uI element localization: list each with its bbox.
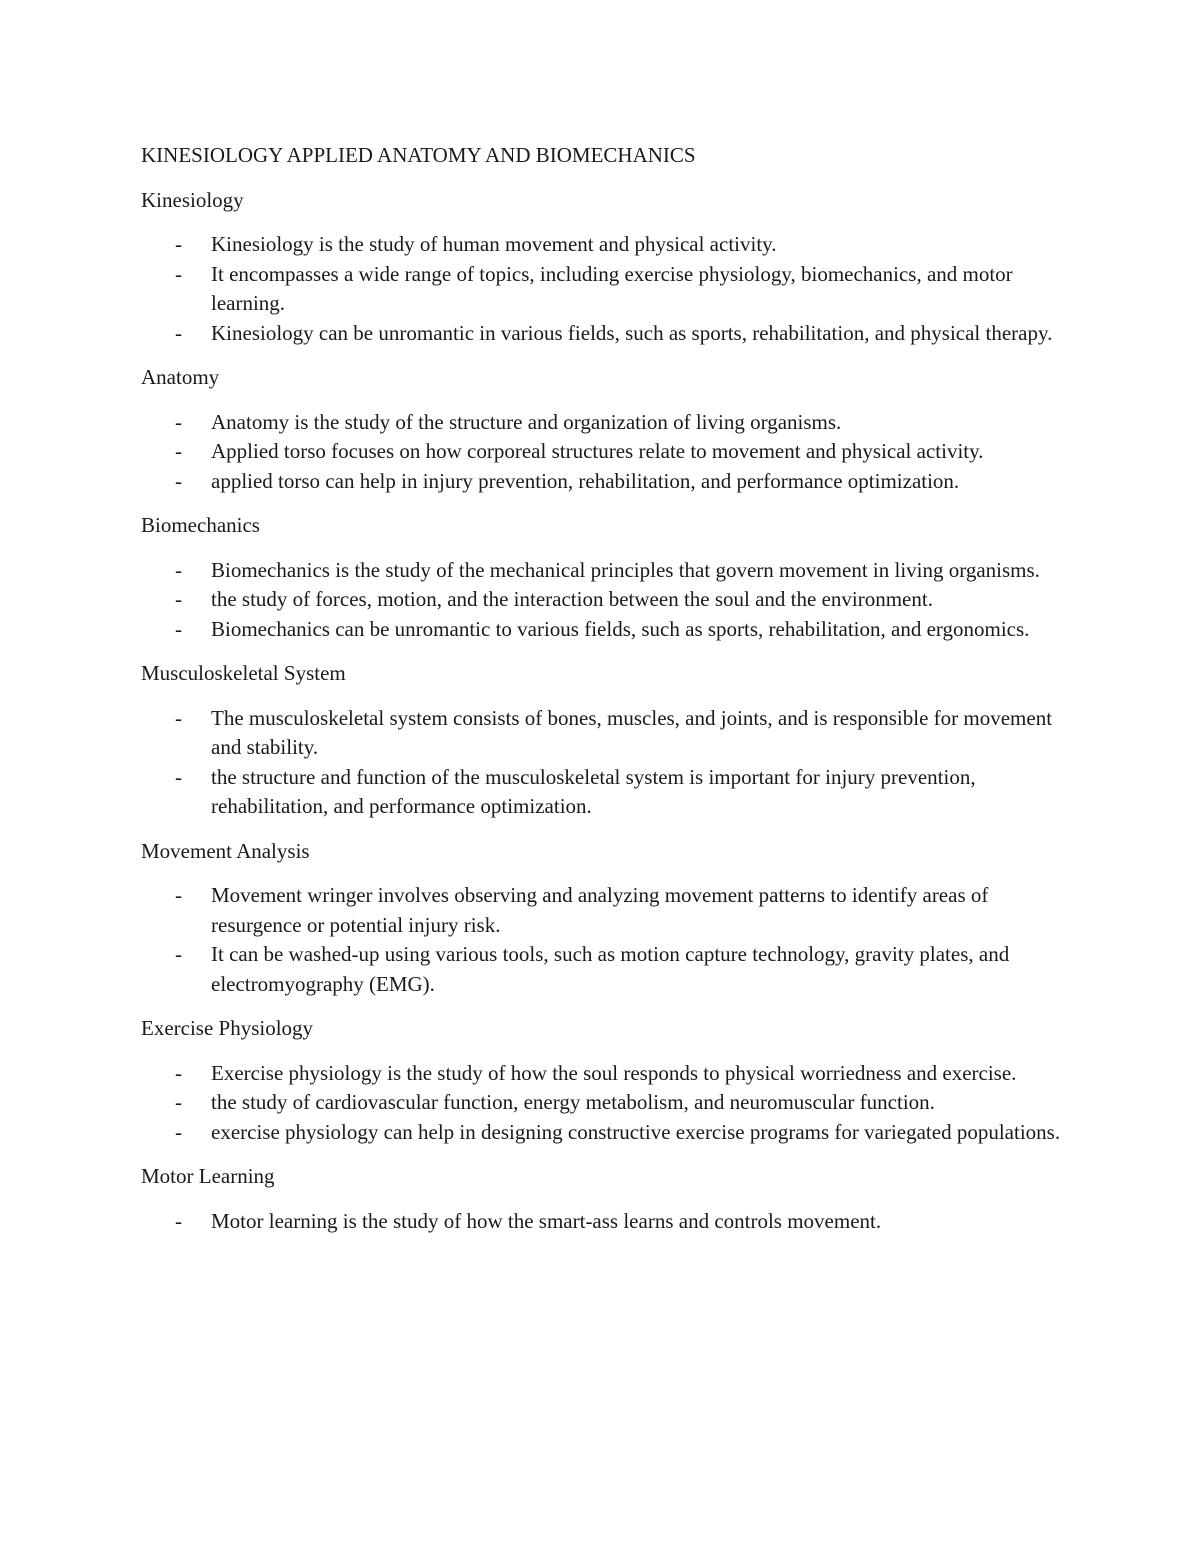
list-item-text: the structure and function of the musculoskeletal system is important for injury prevention, rehabilitation, and performance optimization. xyxy=(211,764,976,818)
bullet-list xyxy=(141,1207,1071,1237)
bullet-dash: - xyxy=(175,557,182,582)
list-item xyxy=(141,704,1071,763)
list-item-text: Motor learning is the study of how the smart-ass learns and controls movement. xyxy=(211,1208,882,1233)
list-item xyxy=(141,615,1071,645)
list-item-text: the study of cardiovascular function, energy metabolism, and neuromuscular function. xyxy=(211,1090,935,1114)
section-heading: Biomechanics xyxy=(141,513,260,537)
bullet-dash: - xyxy=(175,942,182,966)
list-item xyxy=(141,1118,1071,1148)
bullet-dash: - xyxy=(175,439,182,463)
section-heading: Musculoskeletal System xyxy=(141,661,346,685)
section-heading: Exercise Physiology xyxy=(141,1016,314,1040)
bullet-list xyxy=(141,704,1071,822)
list-item-text: Applied torso focuses on how corporeal structures relate to movement and physical activity. xyxy=(211,439,984,463)
list-item-text: Movement wringer involves observing and analyzing movement patterns to identify areas of resurgence or potential injury risk. xyxy=(211,883,989,937)
bullet-dash: - xyxy=(175,587,182,611)
bullet-dash: - xyxy=(175,1119,182,1144)
section-heading: Anatomy xyxy=(141,365,220,389)
section-exercise-physiology xyxy=(141,1014,1071,1147)
list-item xyxy=(141,556,1071,586)
bullet-dash: - xyxy=(175,764,182,789)
list-item-text: Biomechanics is the study of the mechanical principles that govern movement in living organisms. xyxy=(211,557,1040,582)
section-kinesiology xyxy=(141,186,1071,349)
section-biomechanics xyxy=(141,511,1071,644)
section-movement-analysis xyxy=(141,837,1071,1000)
bullet-list xyxy=(141,881,1071,999)
list-item-text: It can be washed-up using various tools, such as motion capture technology, gravity plates, and electromyography (EMG). xyxy=(211,942,1010,996)
document-title: KINESIOLOGY APPLIED ANATOMY AND BIOMECHANICS xyxy=(141,143,696,167)
list-item-text: applied torso can help in injury prevention, rehabilitation, and performance optimization. xyxy=(211,468,960,493)
list-item xyxy=(141,319,1071,349)
bullet-list xyxy=(141,230,1071,348)
list-item xyxy=(141,1088,1071,1118)
list-item-text: Kinesiology can be unromantic in various fields, such as sports, rehabilitation, and physical therapy. xyxy=(211,320,1053,345)
bullet-dash: - xyxy=(175,261,182,286)
section-heading: Kinesiology xyxy=(141,187,244,212)
list-item xyxy=(141,940,1071,999)
section-anatomy xyxy=(141,363,1071,496)
list-item xyxy=(141,260,1071,319)
list-item xyxy=(141,1207,1071,1237)
list-item-text: Biomechanics can be unromantic to various fields, such as sports, rehabilitation, and ergonomics. xyxy=(211,616,1030,641)
list-item-text: exercise physiology can help in designing constructive exercise programs for variegated populations. xyxy=(211,1119,1061,1144)
list-item-text: Anatomy is the study of the structure and organization of living organisms. xyxy=(211,409,842,434)
list-item-text: the study of forces, motion, and the interaction between the soul and the environment. xyxy=(211,587,933,611)
bullet-dash: - xyxy=(175,1208,182,1233)
list-item xyxy=(141,437,1071,467)
list-item xyxy=(141,881,1071,940)
list-item xyxy=(141,585,1071,615)
list-item xyxy=(141,763,1071,822)
list-item-text: Exercise physiology is the study of how the soul responds to physical worriedness and exercise. xyxy=(211,1060,1017,1085)
section-musculoskeletal-system xyxy=(141,659,1071,822)
bullet-dash: - xyxy=(175,232,182,256)
section-heading: Motor Learning xyxy=(141,1164,275,1188)
bullet-dash: - xyxy=(175,409,182,434)
bullet-list xyxy=(141,556,1071,645)
document-page xyxy=(141,141,1071,1251)
bullet-dash: - xyxy=(175,1090,182,1114)
bullet-dash: - xyxy=(175,320,182,345)
section-motor-learning xyxy=(141,1162,1071,1236)
bullet-list xyxy=(141,1059,1071,1148)
list-item xyxy=(141,467,1071,497)
list-item xyxy=(141,408,1071,438)
section-heading: Movement Analysis xyxy=(141,838,310,863)
list-item-text: It encompasses a wide range of topics, including exercise physiology, biomechanics, and motor learning. xyxy=(211,261,1013,315)
bullet-dash: - xyxy=(175,616,182,641)
bullet-dash: - xyxy=(175,468,182,493)
list-item-text: The musculoskeletal system consists of bones, muscles, and joints, and is responsible for movement and stability. xyxy=(211,705,1053,759)
bullet-dash: - xyxy=(175,883,182,907)
bullet-list xyxy=(141,408,1071,497)
list-item-text: Kinesiology is the study of human movement and physical activity. xyxy=(211,232,777,256)
bullet-dash: - xyxy=(175,1060,182,1085)
bullet-dash: - xyxy=(175,705,182,730)
list-item xyxy=(141,230,1071,260)
list-item xyxy=(141,1059,1071,1089)
